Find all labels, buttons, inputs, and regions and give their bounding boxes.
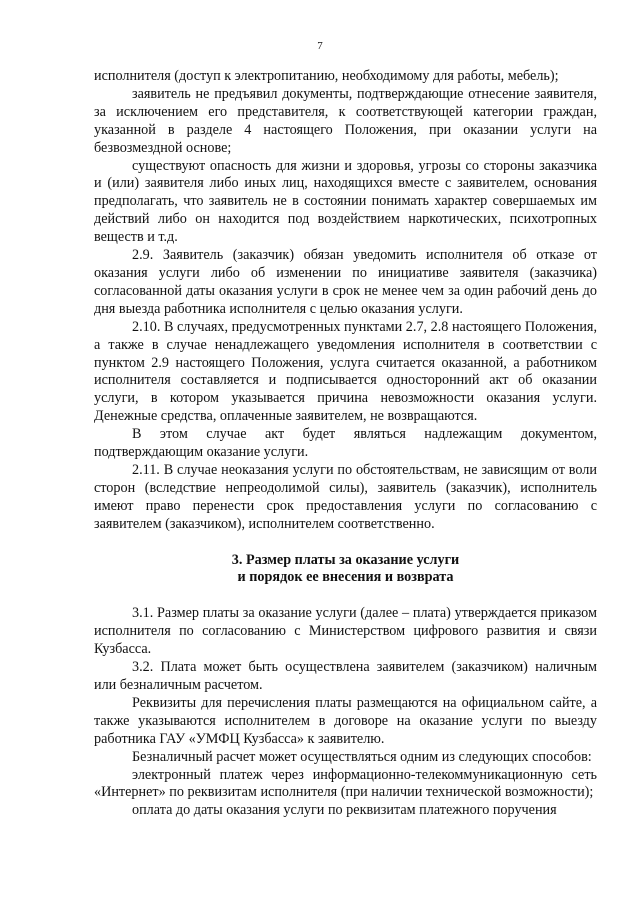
paragraph-2-10: 2.10. В случаях, предусмотренных пунктами 2.7, 2.8 настоящего Положения, а также в случае ненадлежащего уведомления исполнителя в соответствии с пунктом 2.9 настоящего Положения, услуга считается оказанной, а работником исполнителя составляется и подписывается односторонний акт об оказании услуги, в котором указывается причина невозможности оказания услуги. Денежные средства, оплаченные заявителем, не возвращаются. [94,318,597,425]
page-number: 7 [317,40,323,52]
paragraph: электронный платеж через информационно-телекоммуникационную сеть «Интернет» по реквизитам исполнителя (при наличии технической возможности); [94,766,597,801]
spacer [94,534,597,552]
paragraph: Безналичный расчет может осуществляться одним из следующих способов: [132,748,592,765]
paragraph: В этом случае акт будет являться надлежащим документом, подтверждающим оказание услуги. [94,426,597,461]
section-heading-line-1: 3. Размер платы за оказание услуги [231,551,460,568]
paragraph: Реквизиты для перечисления платы размещаются на официальном сайте, а также указываются исполнителем в договоре на оказание услуги по выезду работника ГАУ «УМФЦ Кузбасса» к заявителю. [94,694,597,747]
paragraph-2-11: 2.11. В случае неоказания услуги по обстоятельствам, не зависящим от воли сторон (вследствие непреодолимой силы), заявитель (заказчик), исполнитель имеют право перенести срок предоставления услуги по согласованию с заявителем (заказчиком), исполнителем соответственно. [94,461,597,532]
paragraph: оплата до даты оказания услуги по реквизитам платежного поручения [132,802,557,819]
paragraph-3-2: 3.2. Плата может быть осуществлена заявителем (заказчиком) наличным или безналичным расчетом. [94,659,597,693]
spacer [94,587,597,605]
paragraph: существуют опасность для жизни и здоровья, угрозы со стороны заказчика и (или) заявителя либо иных лиц, находящихся вместе с заявителем, основания предполагать, что заявитель не в состоянии понимать характер совершаемых им действий либо он находится под воздействием наркотических, психотропных веществ и т.д. [94,157,597,246]
section-heading-line-2: и порядок ее внесения и возврата [237,569,454,586]
paragraph: заявитель не предъявил документы, подтверждающие отнесение заявителя, за исключением его представителя, к соответствующей категории граждан, указанной в разделе 4 настоящего Положения, при оказании услуги на безвозмездной основе; [94,85,597,156]
paragraph-2-9: 2.9. Заявитель (заказчик) обязан уведомить исполнителя об отказе от оказания услуги либо об изменении по инициативе заявителя (заказчика) согласованной даты оказания услуги в срок не менее чем за один рабочий день до дня выезда работника исполнителя с целью оказания услуги. [94,247,597,317]
paragraph: исполнителя (доступ к электропитанию, необходимому для работы, мебель); [94,68,559,84]
document-body [94,68,597,820]
paragraph-3-1: 3.1. Размер платы за оказание услуги (далее – плата) утверждается приказом исполнителя по согласованию с Министерством цифрового развития и связи Кузбасса. [94,605,597,658]
